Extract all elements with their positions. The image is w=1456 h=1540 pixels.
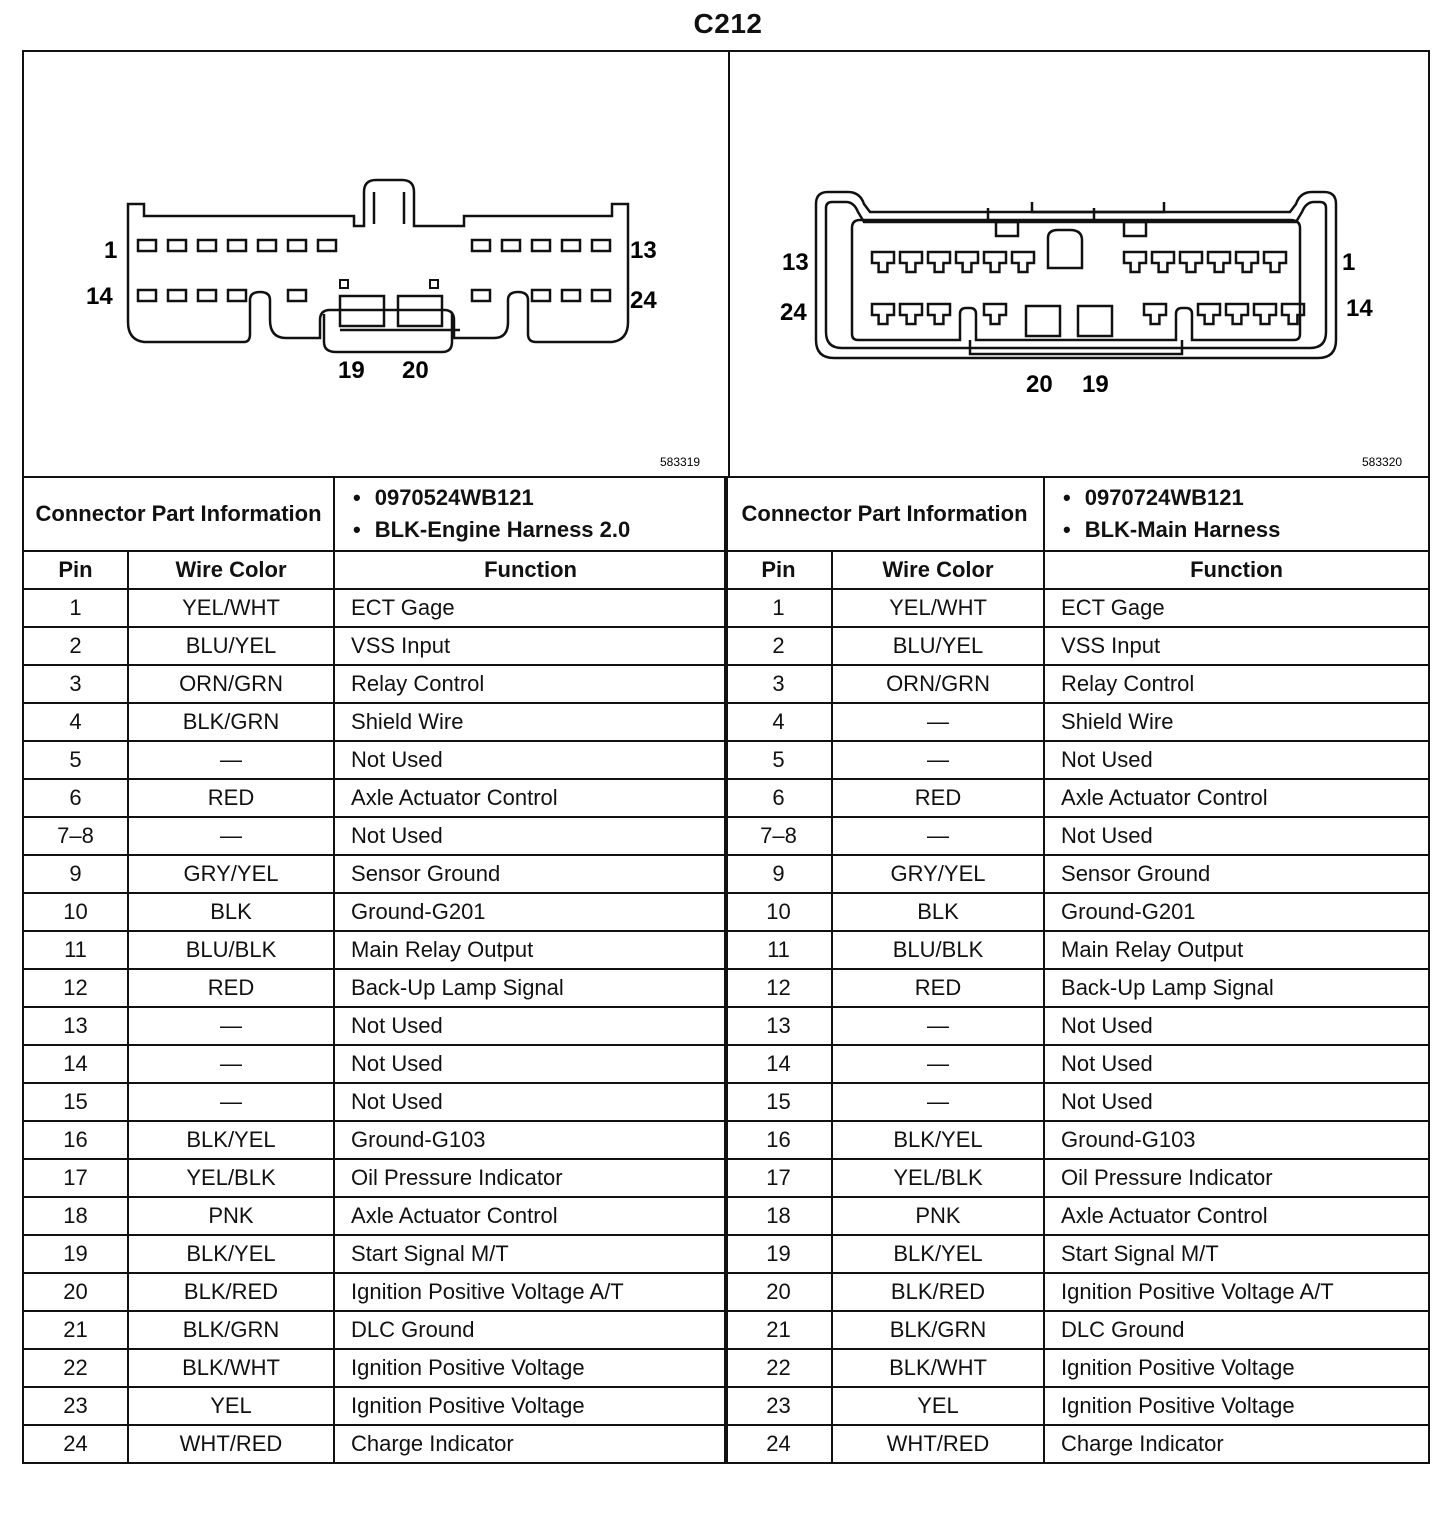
wire-color-cell: BLK/GRN <box>128 1311 334 1349</box>
pin-number-cell: 14 <box>23 1045 128 1083</box>
function-cell: Not Used <box>1044 1045 1429 1083</box>
pin-cavity <box>1254 304 1276 324</box>
wire-color-cell: WHT/RED <box>128 1425 334 1463</box>
right-latch-left <box>996 222 1018 236</box>
engine-harness-connector-drawing <box>24 52 726 476</box>
pin-number-cell: 24 <box>725 1425 832 1463</box>
wire-color-cell: BLK <box>832 893 1044 931</box>
function-cell: DLC Ground <box>334 1311 727 1349</box>
table-row <box>23 779 727 817</box>
table-row <box>23 1273 727 1311</box>
pin-cavity <box>1264 252 1286 272</box>
table-row <box>725 817 1429 855</box>
function-cell: Not Used <box>334 1045 727 1083</box>
function-cell: DLC Ground <box>1044 1311 1429 1349</box>
pin-cavity <box>198 290 216 301</box>
pin-cavity <box>168 290 186 301</box>
table-row <box>23 589 727 627</box>
function-cell: Axle Actuator Control <box>334 779 727 817</box>
function-cell: Back-Up Lamp Signal <box>334 969 727 1007</box>
wire-color-cell: BLU/YEL <box>832 627 1044 665</box>
table-row <box>23 931 727 969</box>
pin-number-cell: 9 <box>725 855 832 893</box>
function-cell: Ignition Positive Voltage <box>334 1387 727 1425</box>
left-figure-id: 583319 <box>660 455 701 469</box>
table-row <box>725 1045 1429 1083</box>
column-header-pin: Pin <box>23 551 128 589</box>
connector-info-header: Connector Part Information <box>23 477 334 551</box>
table-row <box>725 1083 1429 1121</box>
table-row <box>725 1273 1429 1311</box>
function-cell: Ignition Positive Voltage A/T <box>334 1273 727 1311</box>
table-row <box>23 1387 727 1425</box>
pin-cavity <box>872 304 894 324</box>
pin-number-cell: 13 <box>725 1007 832 1045</box>
connector-info-header: Connector Part Information <box>725 477 1044 551</box>
function-cell: Ignition Positive Voltage A/T <box>1044 1273 1429 1311</box>
wire-color-cell: BLK <box>128 893 334 931</box>
pin-cavity <box>288 290 306 301</box>
table-row <box>725 1349 1429 1387</box>
table-row <box>725 589 1429 627</box>
wire-color-cell: — <box>832 1045 1044 1083</box>
pin-number-cell: 4 <box>725 703 832 741</box>
column-header-function: Function <box>334 551 727 589</box>
pin-cavity <box>198 240 216 251</box>
pin-number-cell: 19 <box>23 1235 128 1273</box>
wire-color-cell: RED <box>832 779 1044 817</box>
table-row <box>23 703 727 741</box>
right-label-pin-19: 19 <box>1082 371 1109 398</box>
pin-number-cell: 15 <box>23 1083 128 1121</box>
function-cell: Main Relay Output <box>334 931 727 969</box>
wire-color-cell: BLU/YEL <box>128 627 334 665</box>
right-pin-20-cavity <box>1026 306 1060 336</box>
table-row <box>23 1159 727 1197</box>
pin-number-cell: 17 <box>23 1159 128 1197</box>
pin-number-cell: 22 <box>23 1349 128 1387</box>
page-title: C212 <box>693 8 763 39</box>
table-row <box>725 741 1429 779</box>
table-row <box>725 703 1429 741</box>
table-row <box>725 1235 1429 1273</box>
left-label-pin-1: 1 <box>104 237 118 264</box>
pin-number-cell: 18 <box>23 1197 128 1235</box>
table-row <box>725 855 1429 893</box>
left-label-pin-24: 24 <box>630 287 657 314</box>
pin-cavity <box>900 304 922 324</box>
wire-color-cell: — <box>832 741 1044 779</box>
wire-color-cell: RED <box>832 969 1044 1007</box>
pin-number-cell: 6 <box>725 779 832 817</box>
function-cell: Back-Up Lamp Signal <box>1044 969 1429 1007</box>
table-row <box>23 1045 727 1083</box>
function-cell: Oil Pressure Indicator <box>334 1159 727 1197</box>
wire-color-cell: — <box>832 817 1044 855</box>
right-label-pin-1: 1 <box>1342 249 1356 276</box>
pin-number-cell: 10 <box>725 893 832 931</box>
pin-number-cell: 22 <box>725 1349 832 1387</box>
function-cell: VSS Input <box>334 627 727 665</box>
wire-color-cell: ORN/GRN <box>832 665 1044 703</box>
pin-number-cell: 24 <box>23 1425 128 1463</box>
wire-color-cell: BLK/YEL <box>832 1121 1044 1159</box>
pin-number-cell: 6 <box>23 779 128 817</box>
table-row <box>725 627 1429 665</box>
function-cell: Relay Control <box>334 665 727 703</box>
pin-cavity <box>562 240 580 251</box>
table-row <box>725 665 1429 703</box>
pin-number-cell: 12 <box>23 969 128 1007</box>
pin-number-cell: 14 <box>725 1045 832 1083</box>
connector-diagram-frame <box>22 50 1430 478</box>
function-cell: Axle Actuator Control <box>1044 779 1429 817</box>
pin-number-cell: 5 <box>725 741 832 779</box>
function-cell: VSS Input <box>1044 627 1429 665</box>
connector-info-items <box>334 477 727 551</box>
function-cell: Start Signal M/T <box>334 1235 727 1273</box>
left-latch-mark-a <box>340 280 348 288</box>
wire-color-cell: RED <box>128 779 334 817</box>
wire-color-cell: BLK/RED <box>832 1273 1044 1311</box>
function-cell: Ground-G201 <box>1044 893 1429 931</box>
wire-color-cell: BLK/RED <box>128 1273 334 1311</box>
part-number: • 0970724WB121 <box>1045 482 1428 514</box>
function-cell: Not Used <box>1044 741 1429 779</box>
function-cell: Shield Wire <box>334 703 727 741</box>
column-header-wire-color: Wire Color <box>832 551 1044 589</box>
table-row <box>23 969 727 1007</box>
harness-description: • BLK-Engine Harness 2.0 <box>335 514 726 546</box>
wire-color-cell: BLK/GRN <box>128 703 334 741</box>
main-harness-pin-rows <box>725 589 1429 1463</box>
wire-color-cell: BLK/WHT <box>128 1349 334 1387</box>
left-latch-mark-b <box>430 280 438 288</box>
pin-number-cell: 16 <box>23 1121 128 1159</box>
pin-cavity <box>984 252 1006 272</box>
function-cell: Charge Indicator <box>1044 1425 1429 1463</box>
pin-number-cell: 7–8 <box>725 817 832 855</box>
right-connector-body <box>816 192 1336 358</box>
wire-color-cell: BLK/GRN <box>832 1311 1044 1349</box>
wire-color-cell: PNK <box>832 1197 1044 1235</box>
pin-cavity <box>872 252 894 272</box>
function-cell: Not Used <box>1044 817 1429 855</box>
function-cell: Relay Control <box>1044 665 1429 703</box>
pin-cavity <box>1236 252 1258 272</box>
table-row <box>23 893 727 931</box>
function-cell: Not Used <box>334 817 727 855</box>
wire-color-cell: — <box>128 817 334 855</box>
table-row <box>725 1311 1429 1349</box>
wire-color-cell: YEL <box>832 1387 1044 1425</box>
function-cell: Ground-G103 <box>334 1121 727 1159</box>
pin-cavity <box>532 240 550 251</box>
function-cell: Not Used <box>334 741 727 779</box>
left-label-pin-19: 19 <box>338 357 365 384</box>
function-cell: Shield Wire <box>1044 703 1429 741</box>
table-row <box>725 893 1429 931</box>
wire-color-cell: ORN/GRN <box>128 665 334 703</box>
pin-number-cell: 1 <box>725 589 832 627</box>
pin-cavity <box>928 304 950 324</box>
pin-cavity <box>168 240 186 251</box>
pin-cavity <box>928 252 950 272</box>
pin-number-cell: 21 <box>725 1311 832 1349</box>
connector-info-items <box>1044 477 1429 551</box>
pin-cavity <box>228 240 246 251</box>
right-pin-19-cavity <box>1078 306 1112 336</box>
pin-number-cell: 19 <box>725 1235 832 1273</box>
table-row <box>23 1349 727 1387</box>
function-cell: Not Used <box>334 1007 727 1045</box>
table-row <box>23 855 727 893</box>
right-label-pin-14: 14 <box>1346 295 1373 322</box>
wire-color-cell: — <box>832 1007 1044 1045</box>
function-cell: Oil Pressure Indicator <box>1044 1159 1429 1197</box>
wire-color-cell: — <box>832 703 1044 741</box>
wire-color-cell: GRY/YEL <box>832 855 1044 893</box>
pin-cavity <box>532 290 550 301</box>
part-number: • 0970524WB121 <box>335 482 726 514</box>
wire-color-cell: YEL/WHT <box>128 589 334 627</box>
pin-cavity <box>138 240 156 251</box>
left-label-pin-14: 14 <box>86 283 113 310</box>
pin-number-cell: 10 <box>23 893 128 931</box>
wire-color-cell: RED <box>128 969 334 1007</box>
table-row <box>23 1121 727 1159</box>
pin-number-cell: 13 <box>23 1007 128 1045</box>
wire-color-cell: — <box>128 741 334 779</box>
table-row <box>23 1083 727 1121</box>
table-row <box>23 665 727 703</box>
pin-number-cell: 15 <box>725 1083 832 1121</box>
pin-cavity <box>1012 252 1034 272</box>
right-figure-id: 583320 <box>1362 455 1403 469</box>
wire-color-cell: — <box>128 1007 334 1045</box>
function-cell: Not Used <box>334 1083 727 1121</box>
pin-number-cell: 11 <box>23 931 128 969</box>
pin-number-cell: 11 <box>725 931 832 969</box>
wire-color-cell: BLU/BLK <box>832 931 1044 969</box>
pin-cavity <box>472 240 490 251</box>
pin-cavity <box>592 290 610 301</box>
wire-color-cell: YEL <box>128 1387 334 1425</box>
pin-cavity <box>318 240 336 251</box>
pin-number-cell: 4 <box>23 703 128 741</box>
pin-number-cell: 20 <box>23 1273 128 1311</box>
pin-number-cell: 7–8 <box>23 817 128 855</box>
function-cell: Charge Indicator <box>334 1425 727 1463</box>
pin-cavity <box>1152 252 1174 272</box>
pin-cavity <box>1226 304 1248 324</box>
column-header-pin: Pin <box>725 551 832 589</box>
table-row <box>725 779 1429 817</box>
pin-number-cell: 16 <box>725 1121 832 1159</box>
wire-color-cell: — <box>128 1045 334 1083</box>
function-cell: Ground-G201 <box>334 893 727 931</box>
table-row <box>725 1159 1429 1197</box>
wire-color-cell: WHT/RED <box>832 1425 1044 1463</box>
pin-cavity <box>1180 252 1202 272</box>
main-harness-pin-table <box>724 476 1430 1464</box>
wire-color-cell: — <box>128 1083 334 1121</box>
engine-harness-pin-table <box>22 476 728 1464</box>
engine-harness-pin-rows <box>23 589 727 1463</box>
table-row <box>23 627 727 665</box>
pin-cavity <box>502 240 520 251</box>
main-harness-connector-drawing <box>730 52 1430 476</box>
table-row <box>23 1197 727 1235</box>
right-label-pin-24: 24 <box>780 299 807 326</box>
function-cell: ECT Gage <box>334 589 727 627</box>
left-top-pin-row <box>138 240 610 251</box>
table-row <box>725 1121 1429 1159</box>
pin-cavity <box>1124 252 1146 272</box>
pin-cavity <box>1144 304 1166 324</box>
pin-number-cell: 21 <box>23 1311 128 1349</box>
pin-cavity <box>900 252 922 272</box>
pin-cavity <box>1198 304 1220 324</box>
table-row <box>23 1007 727 1045</box>
wire-color-cell: GRY/YEL <box>128 855 334 893</box>
pin-cavity <box>288 240 306 251</box>
function-cell: Ground-G103 <box>1044 1121 1429 1159</box>
left-label-pin-20: 20 <box>402 357 429 384</box>
table-row <box>725 969 1429 1007</box>
wire-color-cell: BLK/YEL <box>128 1121 334 1159</box>
right-latch-right <box>1124 222 1146 236</box>
pin-cavity <box>956 252 978 272</box>
wire-color-cell: BLK/YEL <box>832 1235 1044 1273</box>
pin-cavity <box>562 290 580 301</box>
table-row <box>23 1235 727 1273</box>
pin-number-cell: 3 <box>23 665 128 703</box>
function-cell: Ignition Positive Voltage <box>1044 1349 1429 1387</box>
harness-description: • BLK-Main Harness <box>1045 514 1428 546</box>
pin-number-cell: 23 <box>725 1387 832 1425</box>
table-row <box>725 1197 1429 1235</box>
wire-color-cell: BLK/WHT <box>832 1349 1044 1387</box>
table-row <box>23 1425 727 1463</box>
pin-cavity <box>1208 252 1230 272</box>
table-row <box>725 1387 1429 1425</box>
pin-number-cell: 23 <box>23 1387 128 1425</box>
function-cell: Ignition Positive Voltage <box>334 1349 727 1387</box>
function-cell: Axle Actuator Control <box>334 1197 727 1235</box>
right-label-pin-13: 13 <box>782 249 809 276</box>
pin-number-cell: 5 <box>23 741 128 779</box>
pin-cavity <box>984 304 1006 324</box>
pin-number-cell: 2 <box>725 627 832 665</box>
column-header-wire-color: Wire Color <box>128 551 334 589</box>
wire-color-cell: — <box>832 1083 1044 1121</box>
left-label-pin-13: 13 <box>630 237 657 264</box>
table-row <box>725 1425 1429 1463</box>
table-row <box>23 817 727 855</box>
right-label-pin-20: 20 <box>1026 371 1053 398</box>
pin-cavity <box>138 290 156 301</box>
pin-number-cell: 12 <box>725 969 832 1007</box>
function-cell: Ignition Positive Voltage <box>1044 1387 1429 1425</box>
function-cell: Sensor Ground <box>334 855 727 893</box>
table-row <box>23 741 727 779</box>
pin-number-cell: 17 <box>725 1159 832 1197</box>
pin-cavity <box>592 240 610 251</box>
table-row <box>23 1311 727 1349</box>
function-cell: Start Signal M/T <box>1044 1235 1429 1273</box>
function-cell: ECT Gage <box>1044 589 1429 627</box>
pin-number-cell: 20 <box>725 1273 832 1311</box>
pin-number-cell: 2 <box>23 627 128 665</box>
function-cell: Axle Actuator Control <box>1044 1197 1429 1235</box>
pin-cavity <box>472 290 490 301</box>
wire-color-cell: BLU/BLK <box>128 931 334 969</box>
function-cell: Not Used <box>1044 1083 1429 1121</box>
table-row <box>725 1007 1429 1045</box>
wire-color-cell: PNK <box>128 1197 334 1235</box>
function-cell: Sensor Ground <box>1044 855 1429 893</box>
wire-color-cell: YEL/WHT <box>832 589 1044 627</box>
column-header-function: Function <box>1044 551 1429 589</box>
wire-color-cell: BLK/YEL <box>128 1235 334 1273</box>
pin-number-cell: 3 <box>725 665 832 703</box>
wire-color-cell: YEL/BLK <box>832 1159 1044 1197</box>
pin-number-cell: 1 <box>23 589 128 627</box>
function-cell: Main Relay Output <box>1044 931 1429 969</box>
table-row <box>725 931 1429 969</box>
pin-number-cell: 18 <box>725 1197 832 1235</box>
function-cell: Not Used <box>1044 1007 1429 1045</box>
pin-cavity <box>258 240 276 251</box>
wire-color-cell: YEL/BLK <box>128 1159 334 1197</box>
pin-number-cell: 9 <box>23 855 128 893</box>
pin-cavity <box>228 290 246 301</box>
